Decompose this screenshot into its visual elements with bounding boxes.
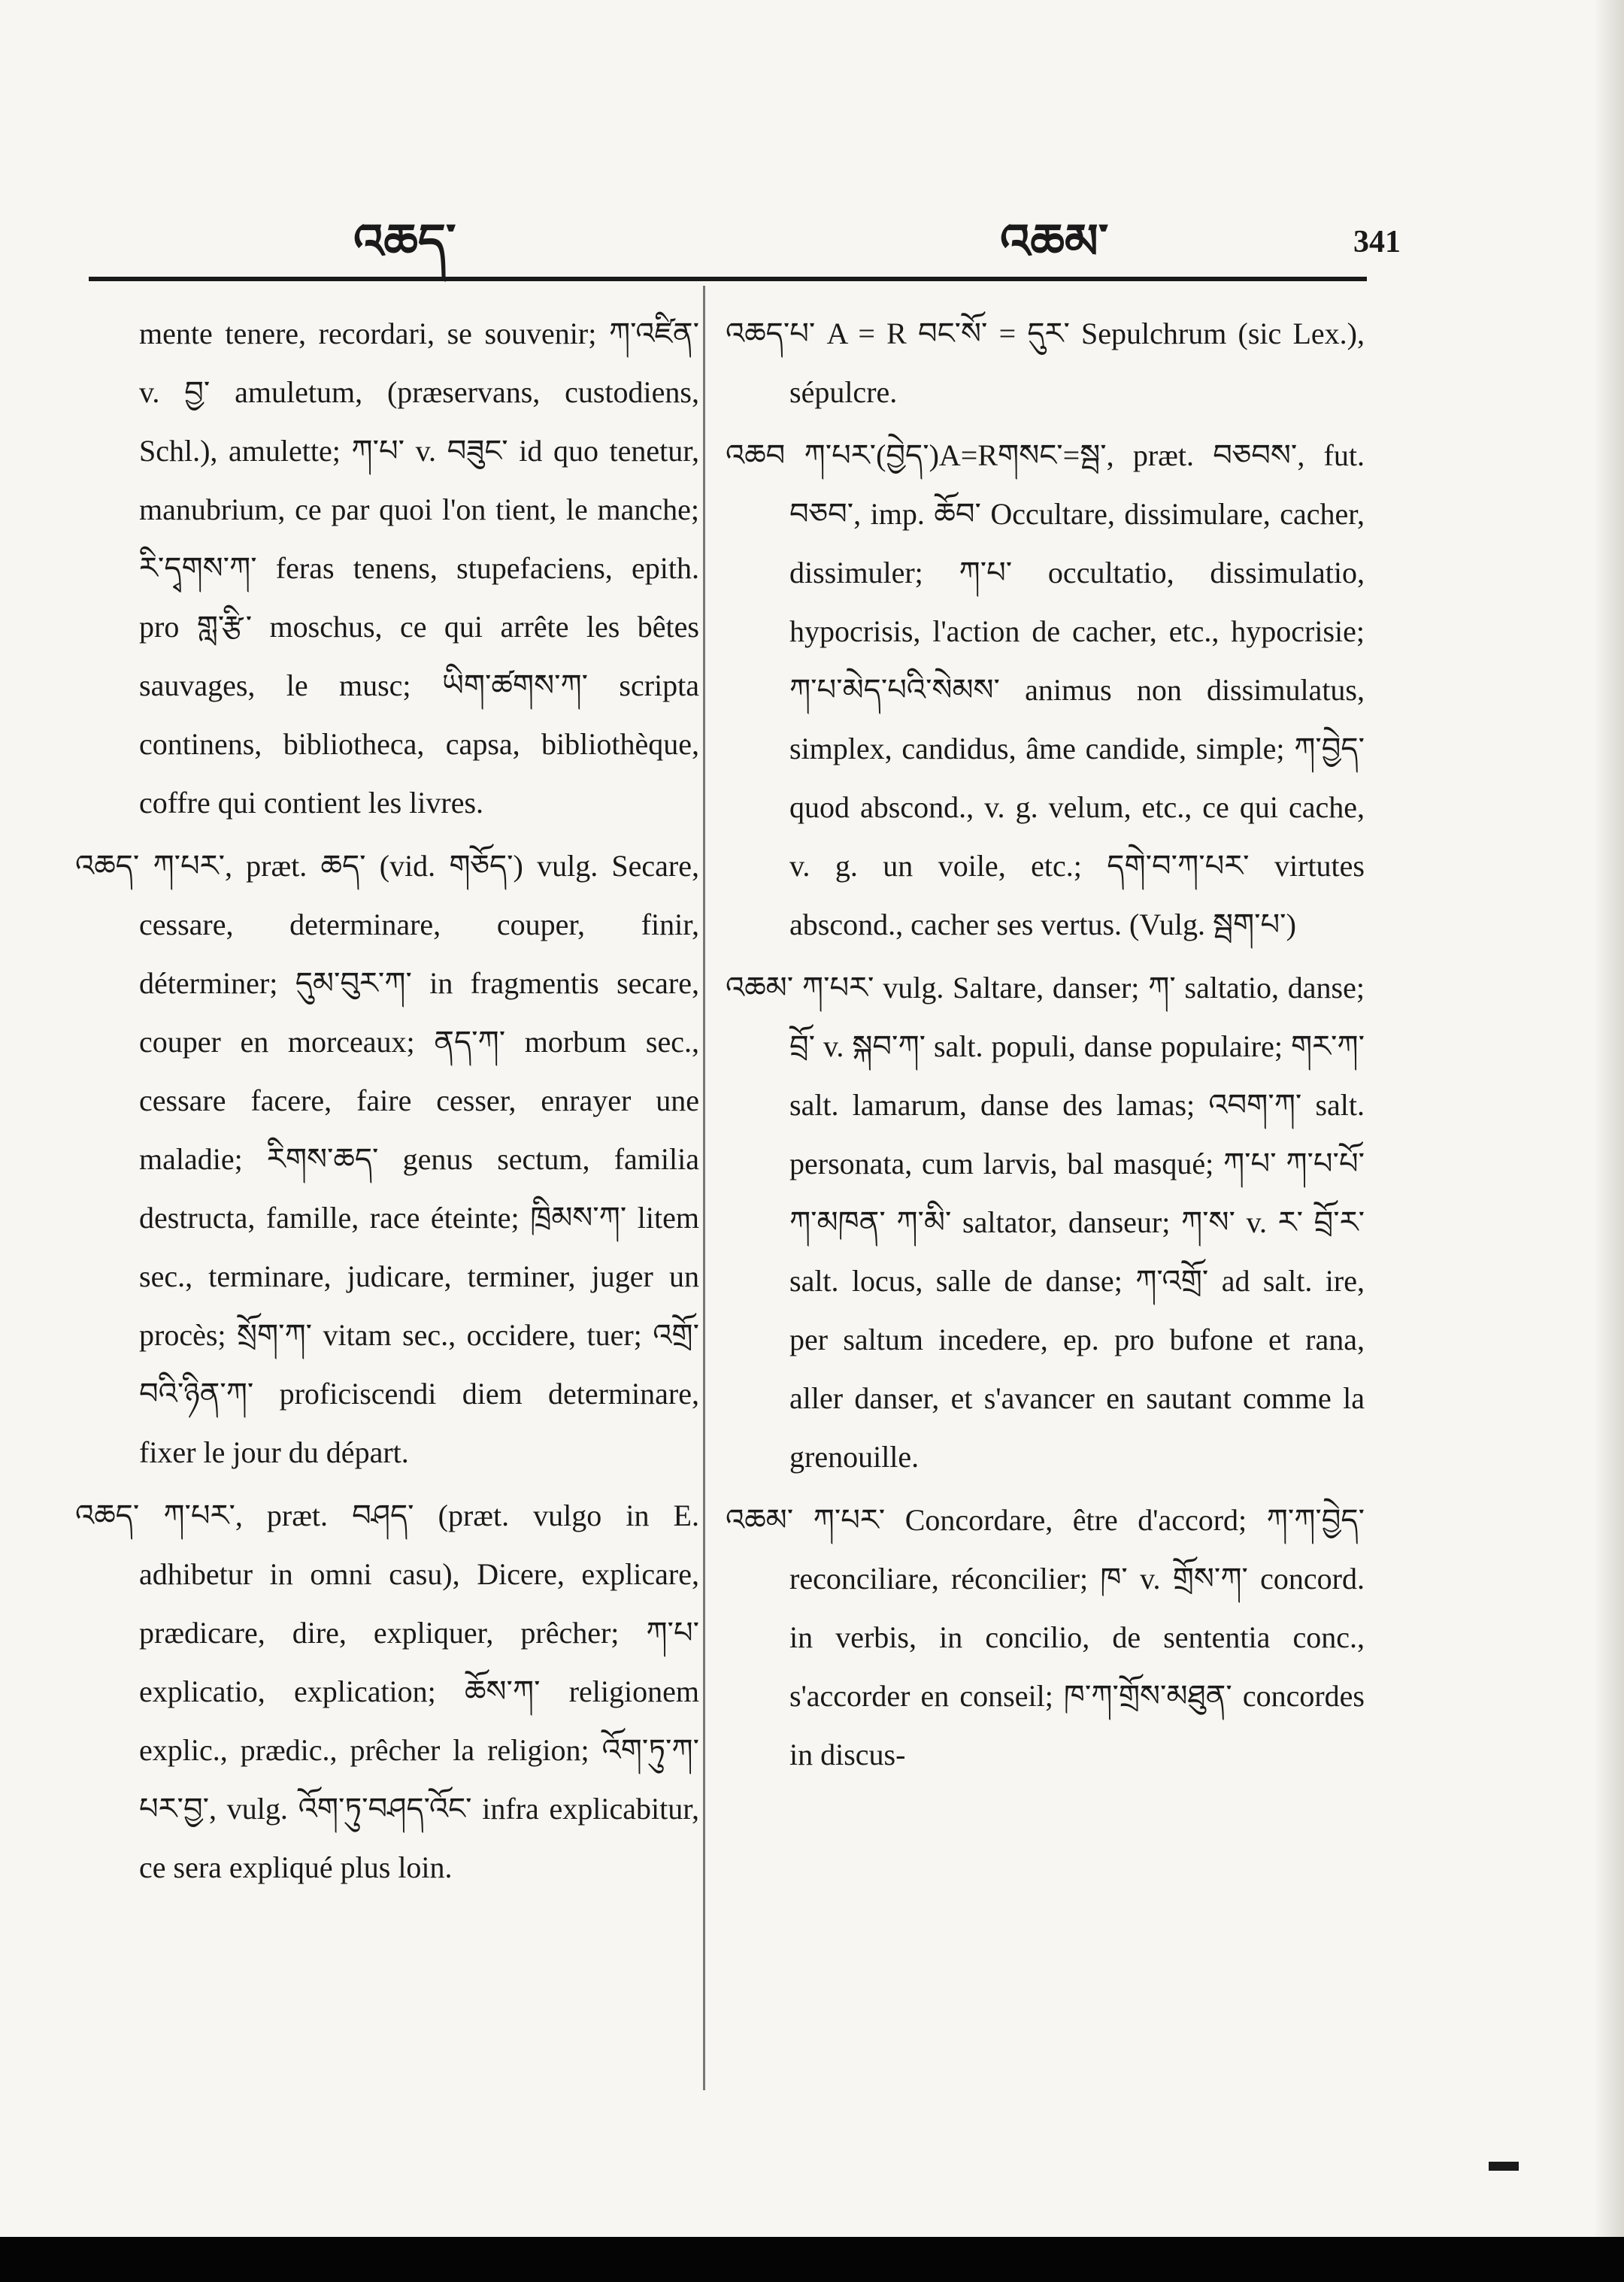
running-head-right: འཆམ་	[1000, 214, 1109, 270]
dictionary-entry-continuation: mente tenere, recordari, se souvenir; ཀ་འཛིན་ v. བྱ་ amuletum, (præservans, custodiens, Schl.), amulette; ཀ་པ་ v. བཟུང་ id quo tenetur, manubrium, ce par quoi l'on tient, le manche; རི་དྭགས་ཀ་ feras tenens, stupefaciens, epith. pro གླ་རྩི་ moschus, ce qui arrête les bêtes sauvages, le musc; ཡིག་ཚགས་ཀ་ scripta continens, bibliotheca, capsa, bibliothèque, coffre qui contient les livres.	[139, 317, 699, 820]
dictionary-entry: འཆབ ཀ་པར་(བྱེད་)A=Rགསང་=སྦ་, præt. བཅབས་, fut. བཅབ་, imp. ཆོབ་ Occultare, dissimulare, cacher, dissimuler; ཀ་པ་ occultatio, dissimulatio, hypocrisis, l'action de cacher, etc., hypocrisie; ཀ་པ་མེད་པའི་སེམས་ animus non dissimulatus, simplex, candidus, âme candide, simple; ཀ་བྱེད་ quod abscond., v. g. velum, etc., ce qui cache, v. g. un voile, etc.; དགེ་བ་ཀ་པར་ virtutes abscond., cacher ses vertus. (Vulg. སྦག་པ་)	[726, 438, 1365, 941]
scan-bottom-bar	[0, 2237, 1624, 2282]
right-column	[726, 305, 1365, 1789]
dictionary-entry: འཆམ་ ཀ་པར་ vulg. Saltare, danser; ཀ་ saltatio, danse; བྲོ་ v. སྐབ་ཀ་ salt. populi, danse populaire; གར་ཀ་ salt. lamarum, danse des lamas; འབག་ཀ་ salt. personata, cum larvis, bal masqué; ཀ་པ་ ཀ་པ་པོ་ ཀ་མཁན་ ཀ་མི་ saltator, danseur; ཀ་ས་ v. ར་ བྲོ་ར་ salt. locus, salle de danse; ཀ་འགྲོ་ ad salt. ire, per saltum incedere, ep. pro bufone et rana, aller danser, et s'avancer en sautant comme la grenouille.	[726, 971, 1365, 1474]
page-number: 341	[1353, 225, 1401, 259]
header-rule	[89, 277, 1367, 281]
left-column	[75, 305, 699, 1902]
column-divider	[703, 286, 705, 2090]
dictionary-entry: འཆད་ ཀ་པར་, præt. བཤད་ (præt. vulgo in E. adhibetur in omni casu), Dicere, explicare, prædicare, dire, expliquer, prêcher; ཀ་པ་ explicatio, explication; ཆོས་ཀ་ religionem explic., prædic., prêcher la religion; འོག་ཏུ་ཀ་པར་བྱ་, vulg. འོག་ཏུ་བཤད་འོང་ infra explicabitur, ce sera expliqué plus loin.	[75, 1499, 699, 1884]
dictionary-entry: འཆད་ ཀ་པར་, præt. ཆད་ (vid. གཅོད་) vulg. Secare, cessare, determinare, couper, finir, déterminer; དུམ་བུར་ཀ་ in fragmentis secare, couper en morceaux; ནད་ཀ་ morbum sec., cessare facere, faire cesser, enrayer une maladie; རིགས་ཆད་ genus sectum, familia destructa, famille, race éteinte; ཁྲིམས་ཀ་ litem sec., terminare, judicare, terminer, juger un procès; སྲོག་ཀ་ vitam sec., occidere, tuer; འགྲོ་བའི་ཉིན་ཀ་ proficiscendi diem determinare, fixer le jour du départ.	[75, 849, 699, 1469]
page-edge-shadow	[1594, 0, 1624, 2237]
dictionary-entry: འཆད་པ་ A = R བང་སོ་ = དུར་ Sepulchrum (sic Lex.), sépulcre.	[726, 317, 1365, 409]
running-head-left: འཆད་	[353, 214, 456, 270]
margin-mark: ▬	[1489, 2144, 1519, 2177]
dictionary-entry: འཆམ་ ཀ་པར་ Concordare, être d'accord; ཀ་ཀ་བྱེད་ reconciliare, réconcilier; ཁ་ v. གྲོས་ཀ་ concord. in verbis, in concilio, de sententia conc., s'accorder en conseil; ཁ་ཀ་གྲོས་མཐུན་ concordes in discus-	[726, 1503, 1365, 1771]
